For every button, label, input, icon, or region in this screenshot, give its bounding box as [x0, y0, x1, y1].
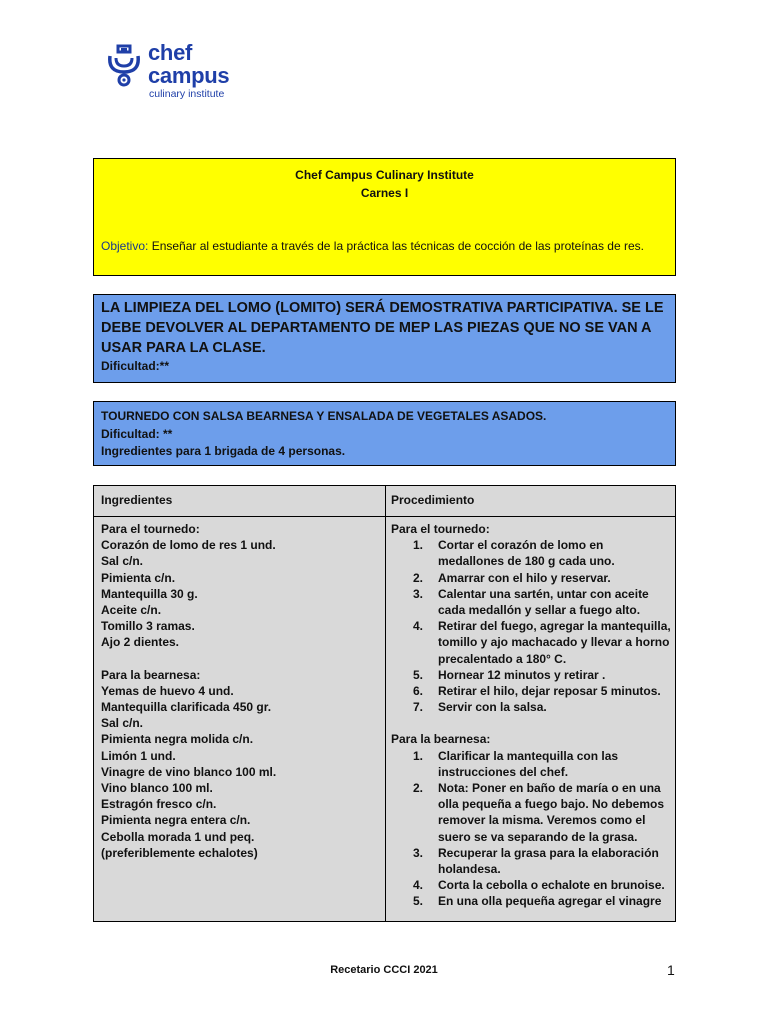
course-name: Carnes I: [360, 186, 409, 200]
ingredients-header: Ingredientes: [101, 493, 173, 507]
ingredient-item: Vinagre de vino blanco 100 ml.: [101, 764, 277, 779]
ingredients-tournedo-heading: Para el tournedo:: [101, 522, 200, 536]
ingredient-item: Cebolla morada 1 und peq.: [101, 829, 255, 844]
ingredient-item: Mantequilla 30 g.: [101, 586, 198, 601]
procedure-step: [391, 667, 671, 683]
header-divider: [94, 516, 675, 517]
page-number: 1: [667, 962, 675, 978]
step-text: Retirar del fuego, agregar la mantequilla, tomillo y ajo machacado y llevar a horno precalentado a 180° C.: [438, 619, 671, 666]
column-divider: [385, 486, 386, 921]
ingredient-item: Pimienta negra entera c/n.: [101, 813, 251, 828]
procedure-tournedo-heading: Para el tournedo:: [391, 522, 490, 536]
step-number: 1.: [413, 538, 424, 553]
procedure-step: [391, 699, 671, 715]
objective-label: Objetivo:: [101, 239, 149, 253]
ingredient-item: Estragón fresco c/n.: [101, 797, 217, 812]
step-number: 6.: [413, 684, 424, 699]
recipe-title: TOURNEDO CON SALSA BEARNESA Y ENSALADA DE VEGETALES ASADOS.: [101, 409, 547, 423]
step-number: 4.: [413, 878, 424, 893]
step-text: Retirar el hilo, dejar reposar 5 minutos.: [438, 684, 661, 699]
notice-box: [93, 294, 676, 383]
ingredient-item: Sal c/n.: [101, 554, 144, 569]
step-text: Servir con la salsa.: [438, 700, 547, 715]
step-number: 3.: [413, 586, 424, 601]
ingredient-item: Corazón de lomo de res 1 und.: [101, 538, 276, 553]
step-text: Recuperar la grasa para la elaboración holandesa.: [438, 845, 659, 877]
procedure-step: [391, 618, 671, 667]
logo-word-chef: chef: [148, 40, 193, 65]
step-number: 5.: [413, 667, 424, 682]
procedure-step: [391, 537, 671, 569]
step-number: 1.: [413, 748, 424, 763]
procedure-step: [391, 780, 671, 845]
procedure-step: [391, 586, 671, 618]
logo-subtitle: culinary institute: [149, 88, 225, 100]
step-text: Nota: Poner en baño de maría o en una olla pequeña a fuego bajo. No debemos remover la misma. Veremos como el suero se va separando de la grasa.: [438, 781, 665, 844]
procedure-step: [391, 877, 671, 893]
ingredients-bearnesa-list: [101, 683, 381, 861]
step-number: 7.: [413, 700, 424, 715]
step-text: Amarrar con el hilo y reservar.: [438, 570, 611, 585]
procedure-bearnesa-steps: [391, 748, 671, 910]
procedure-tournedo-steps: [391, 537, 671, 715]
procedure-column: [391, 521, 671, 910]
ingredient-item: Ajo 2 dientes.: [101, 635, 180, 650]
step-text: Hornear 12 minutos y retirar .: [438, 667, 606, 682]
notice-text: LA LIMPIEZA DEL LOMO (LOMITO) SERÁ DEMOSTRATIVA PARTICIPATIVA. SE LE DEBE DEVOLVER AL DEPARTAMENTO DE MEP LAS PIEZAS QUE NO SE VAN A USAR PARA LA CLASE.: [101, 300, 664, 356]
ingredient-item: Tomillo 3 ramas.: [101, 619, 195, 634]
ingredient-item: Yemas de huevo 4 und.: [101, 683, 234, 698]
course-header-box: [93, 158, 676, 276]
recipe-difficulty: Dificultad: **: [101, 427, 173, 441]
procedure-step: [391, 845, 671, 877]
step-number: 2.: [413, 570, 424, 585]
ingredient-item: Aceite c/n.: [101, 603, 162, 618]
procedure-step: [391, 748, 671, 780]
recipe-servings: Ingredientes para 1 brigada de 4 personas.: [101, 444, 346, 458]
ingredients-bearnesa-heading: Para la bearnesa:: [101, 667, 201, 682]
step-text: Clarificar la mantequilla con las instrucciones del chef.: [438, 748, 619, 779]
step-text: En una olla pequeña agregar el vinagre: [438, 894, 662, 909]
step-number: 3.: [413, 845, 424, 860]
step-number: 5.: [413, 894, 424, 909]
step-text: Corta la cebolla o echalote en brunoise.: [438, 878, 665, 893]
procedure-step: [391, 570, 671, 586]
procedure-step: [391, 893, 671, 909]
logo-wordmark: [148, 42, 229, 87]
ingredient-item: (preferiblemente echalotes): [101, 845, 258, 860]
procedure-step: [391, 683, 671, 699]
chef-hat-icon: [104, 42, 144, 92]
logo-word-campus: campus: [148, 63, 230, 88]
footer-text: Recetario CCCI 2021: [330, 964, 438, 976]
procedure-bearnesa-heading: Para la bearnesa:: [391, 732, 491, 747]
institute-title: Chef Campus Culinary Institute: [295, 168, 474, 182]
step-number: 4.: [413, 619, 424, 634]
ingredients-tournedo-list: [101, 537, 381, 650]
ingredient-item: Sal c/n.: [101, 716, 144, 731]
procedure-header: Procedimiento: [391, 493, 475, 507]
chef-campus-logo: [104, 42, 244, 104]
objective-body: Enseñar al estudiante a través de la práctica las técnicas de cocción de las proteínas de res.: [148, 239, 644, 253]
step-text: Calentar una sartén, untar con aceite cada medallón y sellar a fuego alto.: [438, 586, 649, 618]
recipe-title-box: [93, 401, 676, 466]
ingredient-item: Pimienta negra molida c/n.: [101, 732, 254, 747]
recipe-table: [93, 485, 676, 922]
notice-difficulty: Dificultad:**: [101, 359, 170, 373]
ingredient-item: Mantequilla clarificada 450 gr.: [101, 700, 272, 715]
step-number: 2.: [413, 781, 424, 796]
ingredient-item: Pimienta c/n.: [101, 570, 176, 585]
step-text: Cortar el corazón de lomo en medallones de 180 g cada uno.: [438, 538, 615, 569]
ingredients-column: [101, 521, 381, 861]
ingredient-item: Vino blanco 100 ml.: [101, 781, 213, 796]
ingredient-item: Limón 1 und.: [101, 748, 176, 763]
objective-text: [101, 238, 665, 254]
